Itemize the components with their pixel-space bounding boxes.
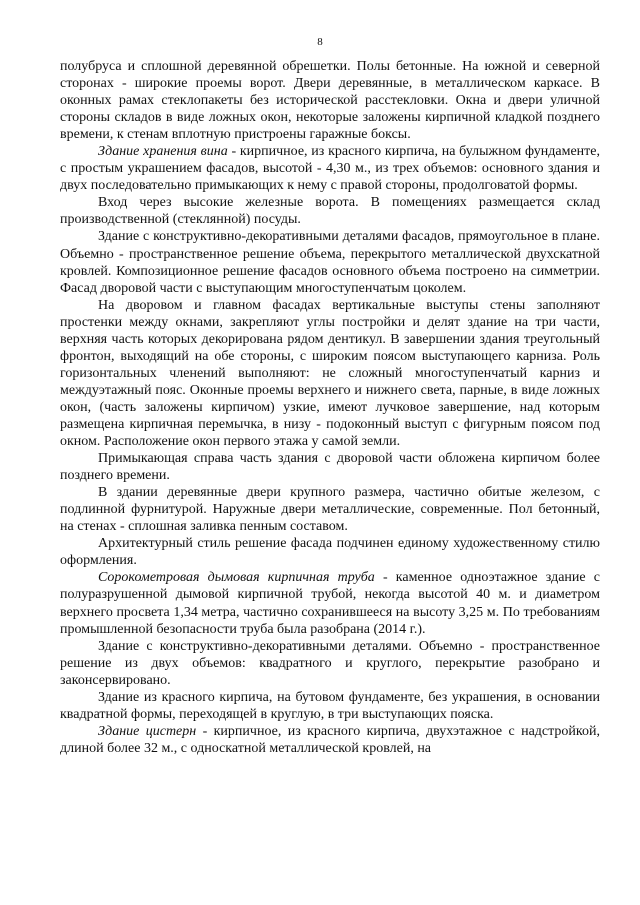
paragraph — [60, 194, 600, 228]
text-run: полубруса и сплошной деревянной обрешетки. Полы бетонные. На южной и северной сторонах - широкие проемы ворот. Двери деревянные, в металлическом каркасе. В оконных рамах стеклопакеты без исторической расстекловки. Окна и двери уличной стороны складов в виде ложных окон, некоторые заложены кирпичной кладкой позднего времени, к стенам вплотную пристроены гаражные боксы. — [60, 59, 600, 143]
text-run: - кирпичное, из красного кирпича, на булыжном фундаменте, с простым украшением фасадов, высотой - 4,30 м., из трех объемов: основного здания и двух последовательно примыкающих к нему с правой стороны, продолговатой формы. — [60, 144, 600, 194]
text-run: Здание с конструктивно-декоративными деталями фасадов, прямоугольное в плане. Объемно - пространственное решение объема, перекрытого металлической двухскатной кровлей. Композиционное решение фасадов основного объема построено на симметрии. Фасад дворовой части с выступающим многоступенчатым цоколем. — [60, 229, 600, 296]
italic-term: Сорокометровая дымовая кирпичная труба — [98, 570, 375, 586]
text-run: - каменное одноэтажное здание с полуразрушенной дымовой кирпичной трубой, некогда высотой 40 м. и диаметром верхнего просвета 1,34 метра, частично сохранившееся на высоту 3,25 м. По требованиям промышленной безопасности труба была разобрана (2014 г.). — [60, 570, 600, 637]
paragraph — [60, 484, 600, 535]
paragraph — [60, 723, 600, 757]
paragraph — [60, 143, 600, 194]
paragraph — [60, 450, 600, 484]
text-run: Здание из красного кирпича, на бутовом фундаменте, без украшения, в основании квадратной формы, переходящей в круглую, в три выступающих пояска. — [60, 689, 600, 722]
page-number: 8 — [317, 36, 323, 48]
text-run: Примыкающая справа часть здания с дворовой части обложена кирпичом более позднего времени. — [60, 451, 600, 484]
text-run: Здание с конструктивно-декоративными деталями. Объемно - пространственное решение из двух объемов: квадратного и круглого, перекрытие разобрано и законсервировано. — [60, 638, 600, 688]
text-run: На дворовом и главном фасадах вертикальные выступы стены заполняют простенки между окнами, закрепляют углы постройки и делят здание на три части, верхняя часть которых декорирована рядом дентикул. В завершении здания треугольный фронтон, выходящий на обе стороны, с широким поясом выступающего карниза. Роль горизонтальных членений выполняют: не сложный многоступенчатый карниз и междуэтажный пояс. Оконные проемы верхнего и нижнего света, парные, в виде ложных окон, (часть заложены кирпичом) узкие, имеют лучковое завершение, над которым размещена кирпичная перемычка, в низу - подоконный выступ с фигурным поясом под окном. Расположение окон первого этажа у самой земли. — [60, 297, 600, 450]
text-run: В здании деревянные двери крупного размера, частично обитые железом, с подлинной фурнитурой. Наружные двери металлические, современные. Пол бетонный, на стенах - сплошная заливка пенным составом. — [60, 485, 600, 535]
italic-term: Здание хранения вина — [98, 144, 228, 160]
paragraph — [60, 569, 600, 637]
paragraph — [60, 689, 600, 723]
paragraph — [60, 535, 600, 569]
text-run: Архитектурный стиль решение фасада подчинен единому художественному стилю оформления. — [60, 536, 600, 569]
paragraph — [60, 638, 600, 689]
document-body — [60, 58, 600, 757]
paragraph — [60, 297, 600, 450]
paragraph — [60, 228, 600, 296]
paragraph — [60, 58, 600, 143]
text-run: Вход через высокие железные ворота. В помещениях размещается склад производственной (стеклянной) посуды. — [60, 195, 600, 228]
italic-term: Здание цистерн — [98, 723, 197, 739]
text-run: - кирпичное, из красного кирпича, двухэтажное с надстройкой, длиной более 32 м., с односкатной металлической кровлей, на — [60, 723, 600, 756]
